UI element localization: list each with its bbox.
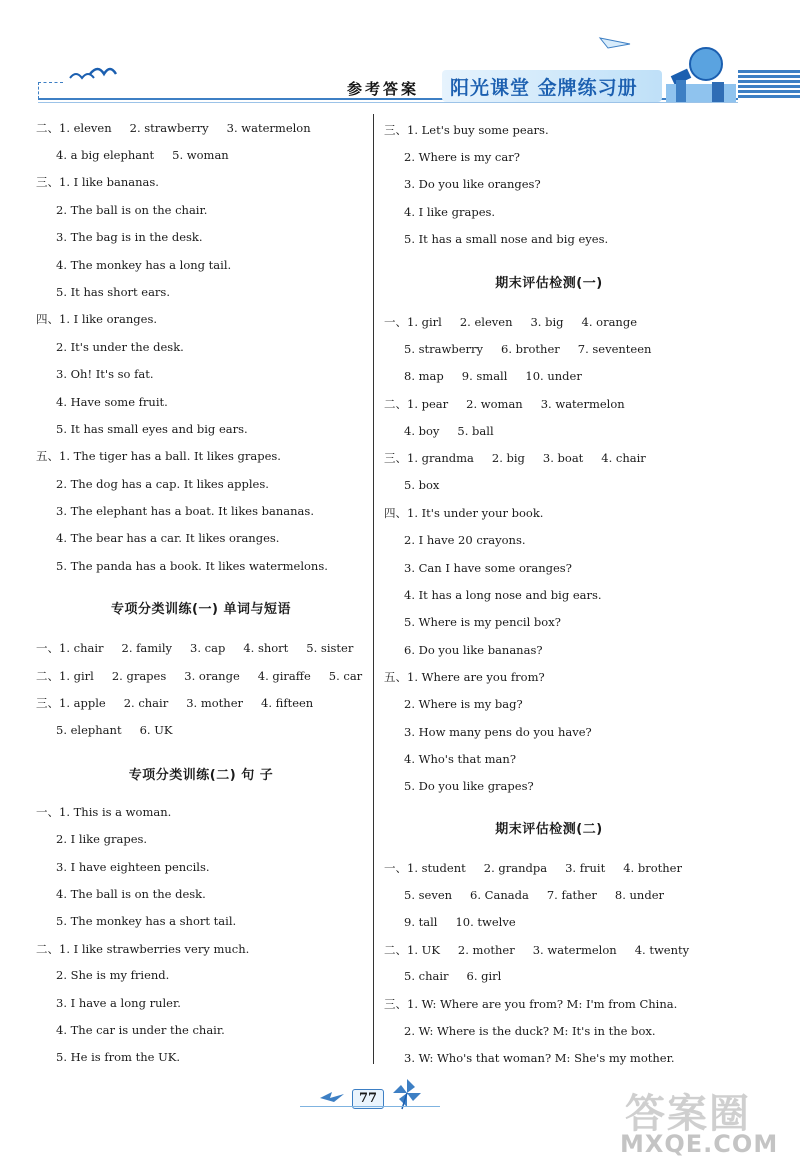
answer-line: 一、1. This is a woman. — [36, 805, 172, 819]
answer-line: 2. Where is my bag? — [404, 697, 523, 711]
answer-line: 3. I have eighteen pencils. — [56, 860, 210, 874]
answer-line: 5. He is from the UK. — [56, 1050, 181, 1064]
answer-line: 三、1. W: Where are you from? M: I'm from China. — [384, 997, 678, 1011]
footer-rule — [300, 1106, 440, 1107]
answer-line: 一、1. girl 2. eleven 3. big 4. orange — [384, 315, 637, 329]
page-header — [0, 0, 800, 115]
section-heading: 专项分类训练(二) 句 子 — [128, 768, 274, 783]
paper-plane-icon — [598, 34, 632, 54]
answer-line: 5. elephant 6. UK — [56, 723, 173, 737]
book-title: 阳光课堂 金牌练习册 — [450, 77, 638, 99]
answer-line: 2. I like grapes. — [56, 832, 148, 846]
answer-line: 一、1. student 2. grandpa 3. fruit 4. brother — [384, 861, 682, 875]
answer-line: 5. It has short ears. — [56, 285, 170, 299]
answer-line: 五、1. Where are you from? — [384, 670, 545, 684]
bird-icon — [318, 1086, 348, 1106]
answer-line: 5. box — [404, 478, 440, 492]
answer-line: 三、1. apple 2. chair 3. mother 4. fifteen — [36, 696, 314, 710]
column-divider — [373, 114, 374, 1064]
seagulls-icon — [68, 64, 118, 88]
answer-line: 4. The car is under the chair. — [56, 1023, 225, 1037]
answer-line: 4. a big elephant 5. woman — [56, 148, 229, 162]
answer-line: 5. The monkey has a short tail. — [56, 914, 237, 928]
answer-line: 4. Have some fruit. — [56, 395, 168, 409]
answer-line: 4. Who's that man? — [404, 752, 516, 766]
answer-line: 二、1. pear 2. woman 3. watermelon — [384, 397, 625, 411]
answer-line: 二、1. UK 2. mother 3. watermelon 4. twenty — [384, 943, 690, 957]
answer-line: 5. Do you like grapes? — [404, 779, 534, 793]
answer-line: 三、1. I like bananas. — [36, 175, 159, 189]
answer-line: 4. The ball is on the desk. — [56, 887, 206, 901]
answer-line: 3. Oh! It's so fat. — [56, 367, 154, 381]
header-corner-box — [38, 82, 63, 99]
answer-line: 4. The bear has a car. It likes oranges. — [56, 531, 280, 545]
answer-line: 四、1. I like oranges. — [36, 312, 158, 326]
answer-line: 5. Where is my pencil box? — [404, 615, 561, 629]
answer-line: 四、1. It's under your book. — [384, 506, 544, 520]
header-rule-thin — [38, 102, 738, 103]
answer-line: 2. The dog has a cap. It likes apples. — [56, 477, 269, 491]
globe-telescope-icon — [662, 38, 740, 104]
watermark-logo-text: 答案圈 — [625, 1091, 751, 1137]
answer-line: 二、1. eleven 2. strawberry 3. watermelon — [36, 121, 311, 135]
answer-line: 五、1. The tiger has a ball. It likes grapes. — [36, 449, 281, 463]
section-heading: 期末评估检测(一) — [495, 276, 603, 291]
answer-line: 4. boy 5. ball — [404, 424, 494, 438]
answer-line: 一、1. chair 2. family 3. cap 4. short 5. sister — [36, 641, 354, 655]
pinwheel-icon — [390, 1076, 424, 1110]
answer-line: 2. The ball is on the chair. — [56, 203, 208, 217]
page-number: 77 — [352, 1089, 384, 1109]
answer-line: 二、1. I like strawberries very much. — [36, 942, 250, 956]
answer-line: 3. I have a long ruler. — [56, 996, 181, 1010]
answer-line: 5. It has a small nose and big eyes. — [404, 232, 609, 246]
answer-line: 3. Can I have some oranges? — [404, 561, 572, 575]
answer-line: 5. The panda has a book. It likes watermelons. — [56, 559, 328, 573]
answer-line: 3. The elephant has a boat. It likes bananas. — [56, 504, 314, 518]
answer-line: 3. Do you like oranges? — [404, 177, 541, 191]
answer-line: 2. Where is my car? — [404, 150, 520, 164]
answer-line: 三、1. grandma 2. big 3. boat 4. chair — [384, 451, 646, 465]
answer-line: 3. W: Who's that woman? M: She's my mother. — [404, 1051, 675, 1065]
answer-line: 2. I have 20 crayons. — [404, 533, 526, 547]
watermark — [615, 1082, 800, 1162]
section-heading: 专项分类训练(一) 单词与短语 — [111, 602, 291, 617]
section-heading: 期末评估检测(二) — [495, 822, 603, 837]
header-stripes — [738, 70, 800, 104]
answer-line: 5. It has small eyes and big ears. — [56, 422, 248, 436]
answer-line: 3. How many pens do you have? — [404, 725, 592, 739]
answer-line: 二、1. girl 2. grapes 3. orange 4. giraffe 5. car — [36, 669, 363, 683]
answer-line: 4. It has a long nose and big ears. — [404, 588, 602, 602]
answer-line: 4. The monkey has a long tail. — [56, 258, 232, 272]
answer-key-label: 参考答案 — [347, 80, 420, 98]
answer-line: 9. tall 10. twelve — [404, 915, 516, 929]
answer-line: 5. strawberry 6. brother 7. seventeen — [404, 342, 652, 356]
watermark-url: MXQE.COM — [620, 1130, 779, 1158]
answer-line: 5. seven 6. Canada 7. father 8. under — [404, 888, 664, 902]
answer-line: 2. It's under the desk. — [56, 340, 184, 354]
answer-line: 4. I like grapes. — [404, 205, 496, 219]
answer-line: 5. chair 6. girl — [404, 969, 502, 983]
answer-line: 2. She is my friend. — [56, 968, 170, 982]
answer-line: 3. The bag is in the desk. — [56, 230, 203, 244]
answer-line: 8. map 9. small 10. under — [404, 369, 582, 383]
answer-line: 三、1. Let's buy some pears. — [384, 123, 549, 137]
answer-line: 2. W: Where is the duck? M: It's in the box. — [404, 1024, 656, 1038]
answer-line: 6. Do you like bananas? — [404, 643, 543, 657]
